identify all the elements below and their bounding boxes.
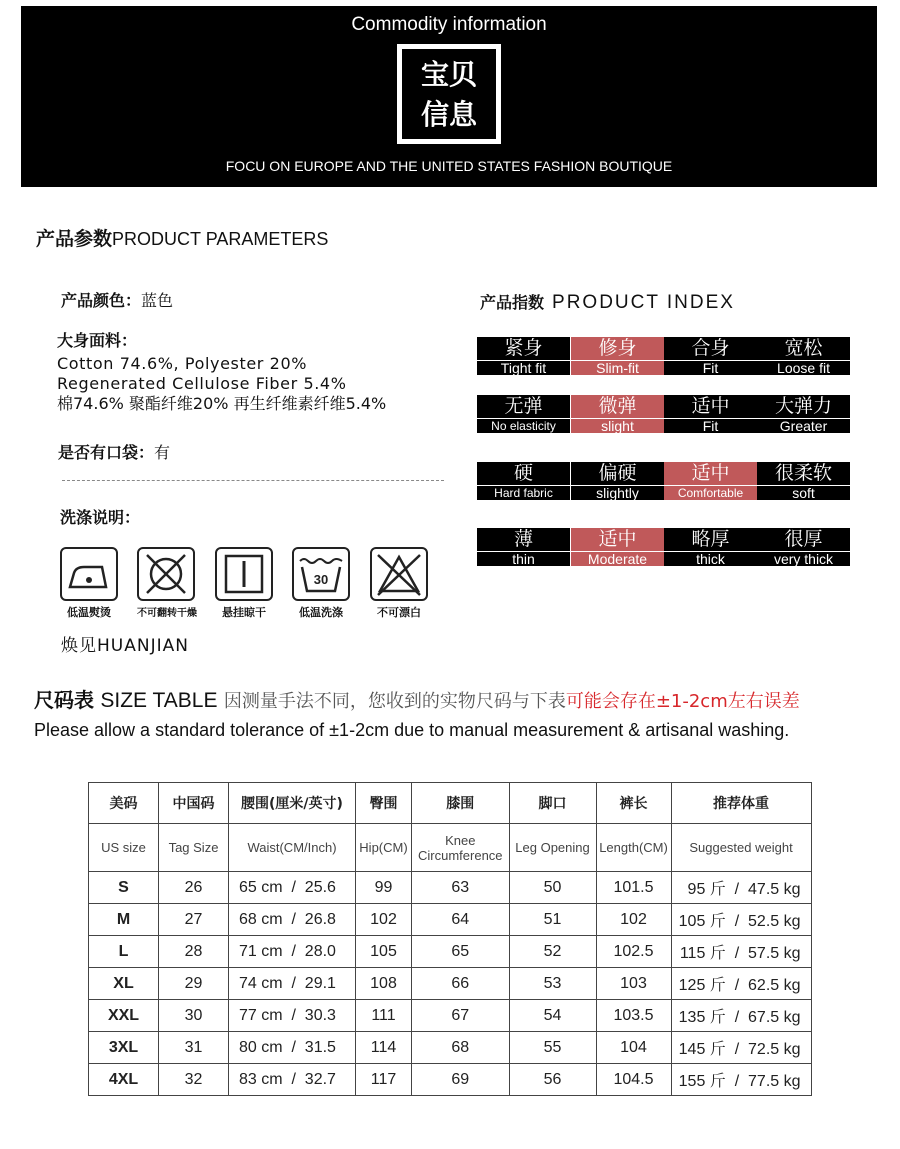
index-cell-en: thick: [664, 551, 757, 566]
size-table-heading: [34, 684, 800, 713]
index-cell-en: Comfortable: [664, 485, 757, 500]
table-cell: 29: [159, 968, 229, 1000]
index-cell-zh: 略厚: [691, 528, 730, 550]
index-cell-zh: 偏硬: [598, 462, 637, 484]
index-cell: [477, 462, 570, 500]
index-cell: [664, 528, 757, 566]
table-cell: 114: [356, 1032, 412, 1064]
index-cell-zh: 硬: [513, 462, 533, 484]
table-cell: XL: [89, 968, 159, 1000]
column-header: 臀围: [356, 783, 412, 824]
table-cell: 77 cm / 30.3: [229, 1000, 356, 1032]
table-cell: 28: [159, 936, 229, 968]
table-cell: 74 cm / 29.1: [229, 968, 356, 1000]
column-header: 裤长: [596, 783, 671, 824]
table-cell: 63: [412, 872, 510, 904]
index-cell-zh: 适中: [691, 395, 730, 417]
column-header: Tag Size: [159, 824, 229, 872]
params-title-en: PRODUCT PARAMETERS: [112, 229, 329, 249]
size-title-zh: 尺码表: [34, 688, 94, 712]
table-cell: 101.5: [596, 872, 671, 904]
table-cell: 66: [412, 968, 510, 1000]
index-cell-en: soft: [757, 485, 850, 500]
table-row: [89, 904, 812, 936]
fabric-line: Cotton 74.6%, Polyester 20%: [57, 354, 308, 373]
care-label: 悬挂晾干: [222, 606, 266, 619]
table-cell: 27: [159, 904, 229, 936]
index-cell-en: Fit: [664, 418, 757, 433]
care-label: 低温熨烫: [67, 606, 111, 619]
banner-box-line2: 信息: [420, 98, 477, 131]
color-value: 蓝色: [141, 291, 174, 310]
table-row: [89, 936, 812, 968]
table-cell: 103: [596, 968, 671, 1000]
table-row: [89, 872, 812, 904]
column-header: Waist(CM/Inch): [229, 824, 356, 872]
table-cell: 117: [356, 1064, 412, 1096]
banner-logo-box: [397, 44, 501, 144]
index-cell-en: Tight fit: [477, 360, 570, 375]
table-row: [89, 1000, 812, 1032]
banner-title: Commodity information: [351, 14, 547, 35]
table-cell: 52: [509, 936, 596, 968]
banner-box-line1: 宝贝: [420, 58, 477, 91]
column-header: Suggested weight: [671, 824, 811, 872]
wash-30-icon: [292, 547, 350, 601]
index-cell-zh: 修身: [598, 337, 637, 359]
no-tumble-dry-icon: [137, 547, 195, 601]
care-label: 低温洗涤: [299, 606, 343, 619]
table-cell: 102: [356, 904, 412, 936]
index-cell-zh: 薄: [513, 528, 533, 550]
index-cell-zh: 微弹: [598, 395, 637, 417]
column-header: Knee Circumference: [412, 824, 510, 872]
brand-name: 焕见HUANJIAN: [61, 636, 189, 656]
index-cell: [477, 337, 570, 375]
table-cell: 51: [509, 904, 596, 936]
color-label: 产品颜色：: [61, 291, 142, 310]
index-cell-zh: 无弹: [504, 395, 543, 417]
table-row: [89, 1032, 812, 1064]
table-cell: 54: [509, 1000, 596, 1032]
column-header: Hip(CM): [356, 824, 412, 872]
table-cell: 53: [509, 968, 596, 1000]
index-cell-en: Moderate: [571, 551, 664, 566]
index-cell-zh: 大弹力: [774, 395, 832, 417]
table-cell: 69: [412, 1064, 510, 1096]
index-cell: [664, 462, 757, 500]
index-heading: [480, 290, 735, 314]
index-cell: [664, 395, 757, 433]
table-cell: 103.5: [596, 1000, 671, 1032]
table-cell: M: [89, 904, 159, 936]
params-title-zh: 产品参数: [36, 228, 113, 250]
index-cell-en: Fit: [664, 360, 757, 375]
index-cell-en: Greater: [757, 418, 850, 433]
column-header: 推荐体重: [671, 783, 811, 824]
table-cell: 31: [159, 1032, 229, 1064]
low-temp-iron-icon: [60, 547, 118, 601]
index-cell: [664, 337, 757, 375]
header-banner: [21, 6, 877, 187]
index-cell-en: slight: [571, 418, 664, 433]
column-header: 脚口: [509, 783, 596, 824]
table-cell: 3XL: [89, 1032, 159, 1064]
table-cell: 26: [159, 872, 229, 904]
table-cell: 65 cm / 25.6: [229, 872, 356, 904]
table-cell: 56: [509, 1064, 596, 1096]
table-cell: 145 斤 / 72.5 kg: [671, 1032, 811, 1064]
index-cell-zh: 紧身: [504, 337, 543, 359]
table-cell: 55: [509, 1032, 596, 1064]
index-cell: [757, 528, 850, 566]
table-cell: 68: [412, 1032, 510, 1064]
index-cell: [571, 528, 664, 566]
index-cell-zh: 宽松: [784, 337, 823, 359]
no-bleach-icon: [370, 547, 428, 601]
wash-temp-mark: 30: [313, 572, 329, 587]
table-row: [89, 968, 812, 1000]
table-cell: 67: [412, 1000, 510, 1032]
index-cell-zh: 很厚: [784, 528, 823, 550]
column-header: 中国码: [159, 783, 229, 824]
table-cell: 83 cm / 32.7: [229, 1064, 356, 1096]
column-header: US size: [89, 824, 159, 872]
divider: [62, 480, 444, 481]
table-cell: 135 斤 / 67.5 kg: [671, 1000, 811, 1032]
table-cell: 99: [356, 872, 412, 904]
index-cell-en: Hard fabric: [477, 485, 570, 500]
table-cell: 50: [509, 872, 596, 904]
table-cell: 105: [356, 936, 412, 968]
index-title-zh: 产品指数: [480, 293, 545, 312]
table-cell: 155 斤 / 77.5 kg: [671, 1064, 811, 1096]
index-cell: [757, 462, 850, 500]
pocket-row: [58, 440, 170, 463]
table-cell: 111: [356, 1000, 412, 1032]
index-title-en: PRODUCT INDEX: [552, 292, 735, 313]
table-cell: XXL: [89, 1000, 159, 1032]
index-cell: [477, 528, 570, 566]
pocket-label: 是否有口袋：: [58, 443, 155, 462]
table-header-en: [89, 824, 812, 872]
index-cell: [757, 395, 850, 433]
index-cell-zh: 适中: [598, 528, 637, 550]
index-cell-zh: 适中: [691, 462, 730, 484]
size-table: [88, 782, 812, 1096]
table-header-zh: [89, 783, 812, 824]
table-cell: S: [89, 872, 159, 904]
column-header: 美码: [89, 783, 159, 824]
index-cell-en: thin: [477, 551, 570, 566]
index-cell: [477, 395, 570, 433]
column-header: Length(CM): [596, 824, 671, 872]
pocket-value: 有: [154, 443, 171, 462]
table-cell: 104: [596, 1032, 671, 1064]
index-cell-en: Loose fit: [757, 360, 850, 375]
hang-dry-icon: [215, 547, 273, 601]
table-cell: 64: [412, 904, 510, 936]
table-cell: 65: [412, 936, 510, 968]
table-cell: 105 斤 / 52.5 kg: [671, 904, 811, 936]
index-cell: [757, 337, 850, 375]
care-label: 不可漂白: [377, 606, 421, 619]
fabric-line: 棉74.6% 聚酯纤维20% 再生纤维素纤维5.4%: [57, 394, 387, 413]
index-cell-en: No elasticity: [477, 418, 570, 433]
table-cell: 95 斤 / 47.5 kg: [671, 872, 811, 904]
banner-tagline: FOCU ON EUROPE AND THE UNITED STATES FASHION BOUTIQUE: [225, 158, 673, 174]
table-cell: 30: [159, 1000, 229, 1032]
index-cell-en: slightly: [571, 485, 664, 500]
fabric-line: Regenerated Cellulose Fiber 5.4%: [57, 374, 347, 393]
color-row: [61, 288, 173, 311]
column-header: Leg Opening: [509, 824, 596, 872]
table-cell: 102.5: [596, 936, 671, 968]
table-cell: 108: [356, 968, 412, 1000]
table-row: [89, 1064, 812, 1096]
table-cell: 68 cm / 26.8: [229, 904, 356, 936]
column-header: 腰围(厘米/英寸): [229, 783, 356, 824]
fabric-composition: [57, 354, 386, 414]
size-note-en: Please allow a standard tolerance of ±1-2cm due to manual measurement & artisanal washing.: [34, 720, 790, 740]
table-cell: L: [89, 936, 159, 968]
table-cell: 102: [596, 904, 671, 936]
column-header: 膝围: [412, 783, 510, 824]
index-cell: [571, 337, 664, 375]
table-cell: 104.5: [596, 1064, 671, 1096]
fabric-label: 大身面料：: [57, 331, 138, 350]
size-note-red: 可能会存在±1-2cm左右误差: [565, 691, 800, 712]
wash-label: 洗涤说明：: [60, 508, 141, 527]
table-cell: 4XL: [89, 1064, 159, 1096]
table-cell: 32: [159, 1064, 229, 1096]
size-note-gray: 因测量手法不同，您收到的实物尺码与下表: [223, 691, 566, 712]
table-cell: 71 cm / 28.0: [229, 936, 356, 968]
index-cell-zh: 合身: [691, 337, 730, 359]
params-heading: [36, 224, 328, 251]
care-label: 不可翻转干燥: [137, 608, 197, 619]
index-cell-en: very thick: [757, 551, 850, 566]
table-cell: 125 斤 / 62.5 kg: [671, 968, 811, 1000]
size-title-en: SIZE TABLE: [100, 689, 218, 712]
table-cell: 80 cm / 31.5: [229, 1032, 356, 1064]
index-cell-en: Slim-fit: [571, 360, 664, 375]
index-cell-zh: 很柔软: [774, 462, 832, 484]
index-cell: [571, 395, 664, 433]
table-cell: 115 斤 / 57.5 kg: [671, 936, 811, 968]
index-cell: [571, 462, 664, 500]
